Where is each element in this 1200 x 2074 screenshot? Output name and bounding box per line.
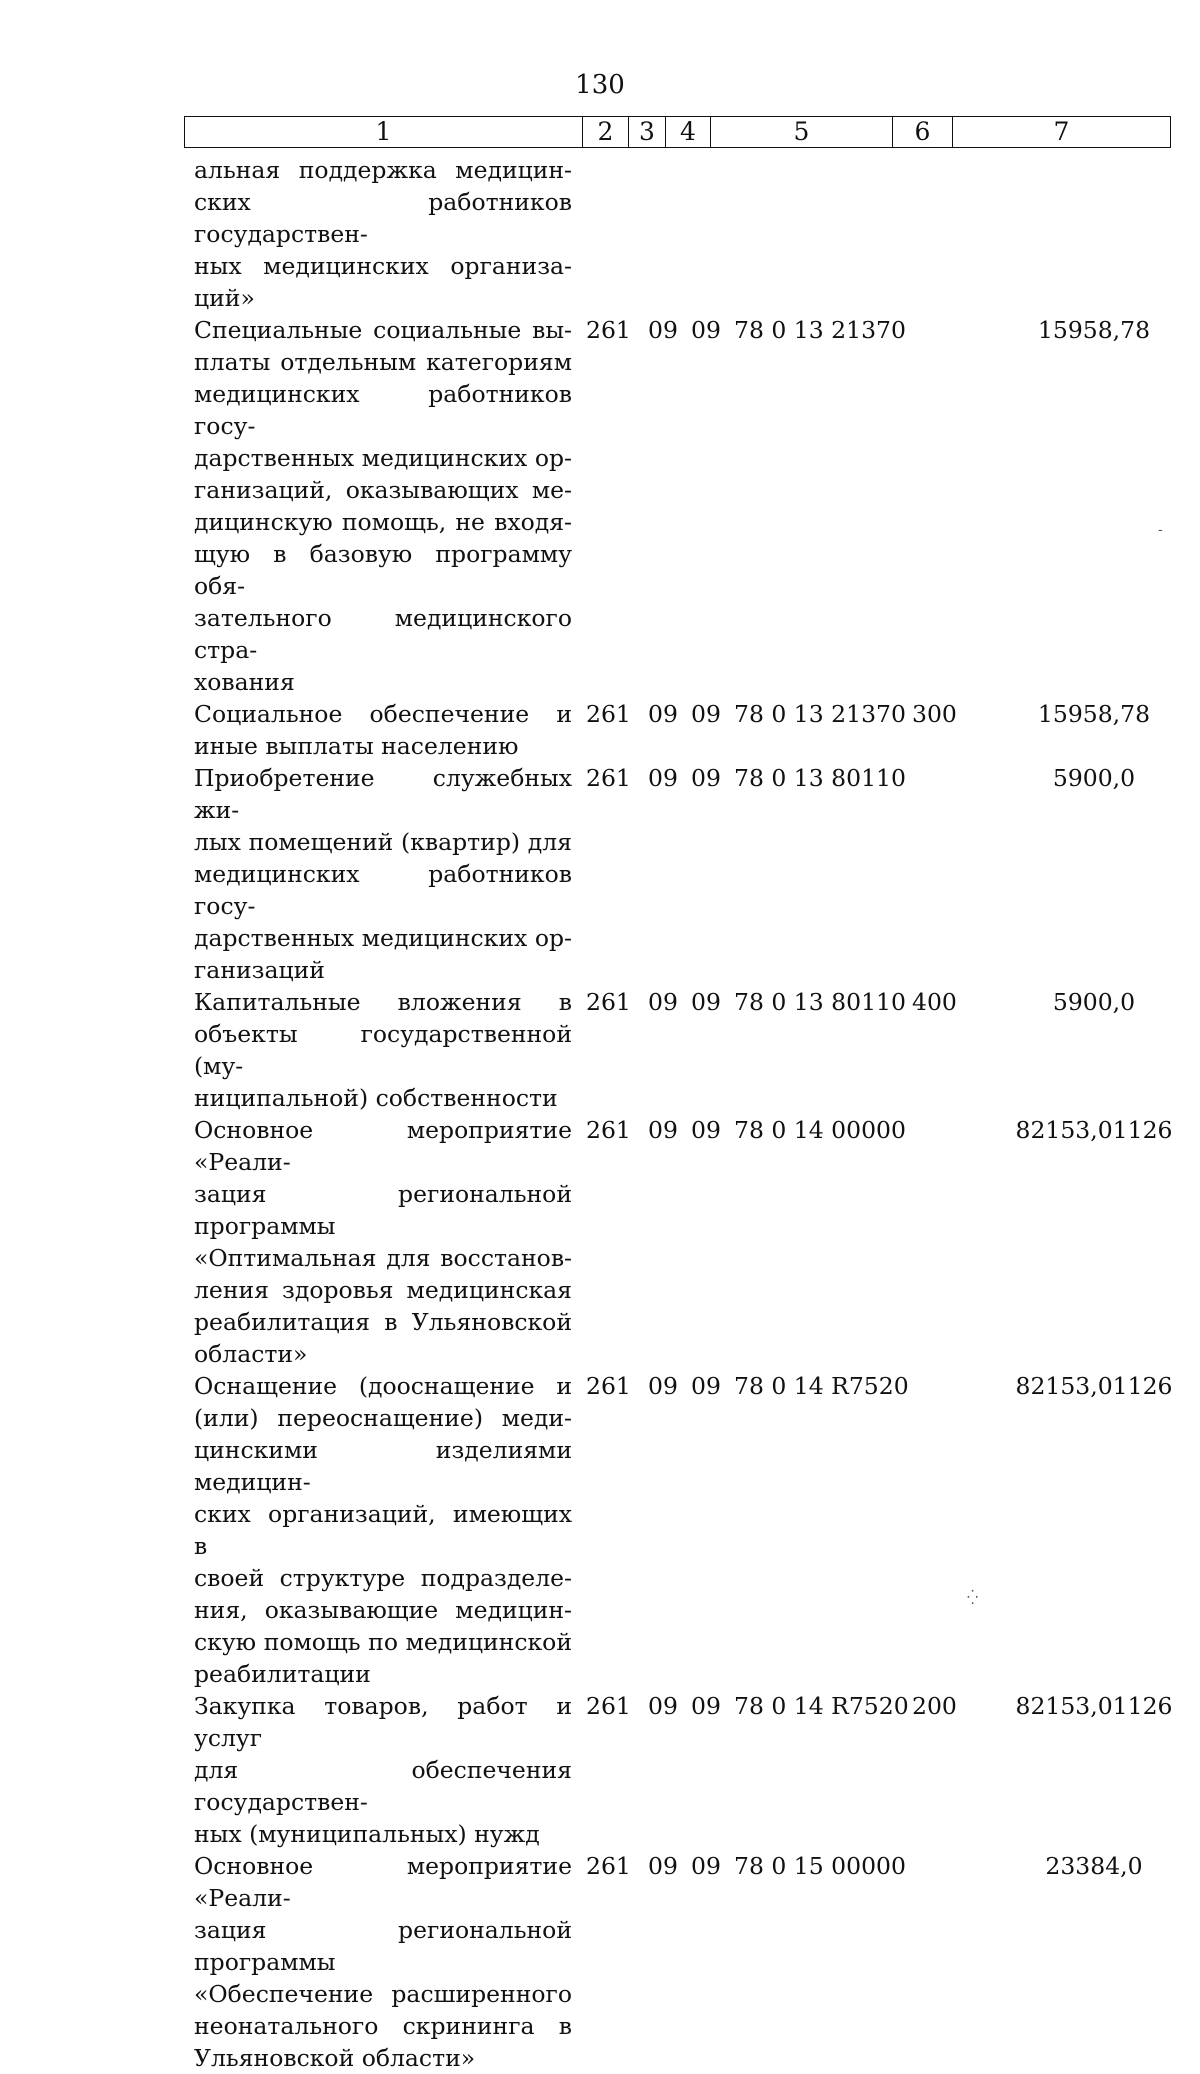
column-header-3: 3: [629, 117, 666, 148]
row-name-line: иные выплаты населению: [194, 732, 519, 760]
cell-col-3: 09: [648, 1852, 678, 1880]
row-name-line: реабилитация в Ульяновской: [194, 1308, 572, 1336]
cell-col-6: 200: [912, 1692, 957, 1720]
row-name-line: Оснащение (дооснащение и: [194, 1372, 572, 1400]
cell-col-3: 09: [648, 1372, 678, 1400]
row-name-line: Капитальные вложения в: [194, 988, 572, 1016]
cell-col-4: 09: [691, 764, 721, 792]
row-name: [194, 1850, 572, 2074]
column-header-1: 1: [185, 117, 583, 148]
row-name-line: альная поддержка медицин-: [194, 156, 572, 184]
row-name-line: ских организаций, имеющих в: [194, 1500, 572, 1560]
row-name-line: ций»: [194, 284, 255, 312]
cell-col-4: 09: [691, 1852, 721, 1880]
cell-col-4: 09: [691, 316, 721, 344]
table-row: [194, 154, 1194, 314]
row-name-line: (или) переоснащение) меди-: [194, 1404, 572, 1432]
row-name-line: ских работников государствен-: [194, 188, 572, 248]
row-name-line: хования: [194, 668, 295, 696]
cell-col-6: 300: [912, 700, 957, 728]
page-number: 130: [575, 70, 625, 100]
row-name-line: Основное мероприятие «Реали-: [194, 1116, 572, 1176]
cell-col-5: 78 0 14 R7520: [734, 1692, 909, 1720]
row-name-line: ниципальной) собственности: [194, 1084, 558, 1112]
row-name-line: для обеспечения государствен-: [194, 1756, 572, 1816]
cell-col-2: 261: [586, 1692, 631, 1720]
row-name-line: Специальные социальные вы-: [194, 316, 572, 344]
cell-col-5: 78 0 13 21370: [734, 700, 906, 728]
cell-col-4: 09: [691, 700, 721, 728]
row-name-line: реабилитации: [194, 1660, 371, 1688]
cell-col-3: 09: [648, 1692, 678, 1720]
cell-col-2: 261: [586, 316, 631, 344]
row-name-line: дицинскую помощь, не входя-: [194, 508, 572, 536]
cell-col-7: 5900,0: [1052, 764, 1136, 792]
row-name-line: «Оптимальная для восстанов-: [194, 1244, 572, 1272]
cell-col-5: 78 0 14 00000: [734, 1116, 906, 1144]
row-name: [194, 1114, 572, 1370]
cell-col-2: 261: [586, 988, 631, 1016]
row-name-line: объекты государственной (му-: [194, 1020, 572, 1080]
row-name-line: щую в базовую программу обя-: [194, 540, 572, 600]
row-name-line: лых помещений (квартир) для: [194, 828, 572, 856]
row-name-line: скую помощь по медицинской: [194, 1628, 572, 1656]
row-name-line: зация региональной программы: [194, 1916, 572, 1976]
cell-col-5: 78 0 15 00000: [734, 1852, 906, 1880]
row-name-line: ганизаций, оказывающих ме-: [194, 476, 572, 504]
row-name-line: зация региональной программы: [194, 1180, 572, 1240]
row-name-line: области»: [194, 1340, 308, 1368]
row-name-line: Основное мероприятие «Реали-: [194, 1852, 572, 1912]
table-row: [194, 986, 1194, 1114]
cell-col-7: 82153,01126: [1015, 1692, 1173, 1720]
cell-col-6: 400: [912, 988, 957, 1016]
column-header-4: 4: [666, 117, 711, 148]
row-name-line: ления здоровья медицинская: [194, 1276, 572, 1304]
cell-col-3: 09: [648, 316, 678, 344]
table-row: [194, 1370, 1194, 1690]
budget-table-body: [194, 154, 1194, 2074]
row-name: [194, 762, 572, 986]
column-header-5: 5: [711, 117, 893, 148]
cell-col-3: 09: [648, 1116, 678, 1144]
row-name-line: Приобретение служебных жи-: [194, 764, 572, 824]
row-name-line: Социальное обеспечение и: [194, 700, 572, 728]
row-name-line: ных медицинских организа-: [194, 252, 572, 280]
row-name: [194, 1370, 572, 1690]
cell-col-2: 261: [586, 1852, 631, 1880]
row-name-line: платы отдельным категориям: [194, 348, 572, 376]
scan-speck: ⁛: [967, 1590, 979, 1606]
column-header-table: [184, 116, 1171, 148]
row-name-line: своей структуре подразделе-: [194, 1564, 572, 1592]
row-name: [194, 1690, 572, 1850]
row-name: [194, 698, 572, 762]
cell-col-3: 09: [648, 700, 678, 728]
row-name-line: неонатального скрининга в: [194, 2012, 572, 2040]
row-name-line: «Обеспечение расширенного: [194, 1980, 572, 2008]
table-row: [194, 762, 1194, 986]
column-header-row: [185, 117, 1171, 148]
table-row: [194, 698, 1194, 762]
row-name-line: дарственных медицинских ор-: [194, 924, 572, 952]
cell-col-4: 09: [691, 1116, 721, 1144]
cell-col-7: 82153,01126: [1015, 1116, 1173, 1144]
cell-col-2: 261: [586, 1116, 631, 1144]
cell-col-4: 09: [691, 988, 721, 1016]
row-name: [194, 154, 572, 314]
row-name-line: Закупка товаров, работ и услуг: [194, 1692, 572, 1752]
row-name: [194, 314, 572, 698]
cell-col-5: 78 0 13 80110: [734, 764, 906, 792]
column-header-6: 6: [893, 117, 953, 148]
table-row: [194, 1850, 1194, 2074]
cell-col-3: 09: [648, 764, 678, 792]
row-name-line: дарственных медицинских ор-: [194, 444, 572, 472]
cell-col-4: 09: [691, 1692, 721, 1720]
table-row: [194, 1114, 1194, 1370]
cell-col-5: 78 0 14 R7520: [734, 1372, 909, 1400]
column-header-2: 2: [583, 117, 629, 148]
cell-col-5: 78 0 13 80110: [734, 988, 906, 1016]
cell-col-2: 261: [586, 1372, 631, 1400]
row-name-line: медицинских работников госу-: [194, 380, 572, 440]
cell-col-3: 09: [648, 988, 678, 1016]
table-row: [194, 314, 1194, 698]
cell-col-7: 5900,0: [1052, 988, 1136, 1016]
row-name-line: цинскими изделиями медицин-: [194, 1436, 572, 1496]
row-name-line: медицинских работников госу-: [194, 860, 572, 920]
row-name-line: ных (муниципальных) нужд: [194, 1820, 540, 1848]
table-row: [194, 1690, 1194, 1850]
cell-col-7: 82153,01126: [1015, 1372, 1173, 1400]
scan-speck: -: [1158, 522, 1163, 538]
cell-col-2: 261: [586, 764, 631, 792]
row-name-line: ния, оказывающие медицин-: [194, 1596, 572, 1624]
row-name-line: Ульяновской области»: [194, 2044, 476, 2072]
row-name-line: зательного медицинского стра-: [194, 604, 572, 664]
cell-col-2: 261: [586, 700, 631, 728]
cell-col-7: 15958,78: [1037, 700, 1151, 728]
row-name-line: ганизаций: [194, 956, 325, 984]
cell-col-7: 23384,0: [1045, 1852, 1143, 1880]
column-header-7: 7: [953, 117, 1171, 148]
row-name: [194, 986, 572, 1114]
cell-col-7: 15958,78: [1037, 316, 1151, 344]
cell-col-5: 78 0 13 21370: [734, 316, 906, 344]
cell-col-4: 09: [691, 1372, 721, 1400]
